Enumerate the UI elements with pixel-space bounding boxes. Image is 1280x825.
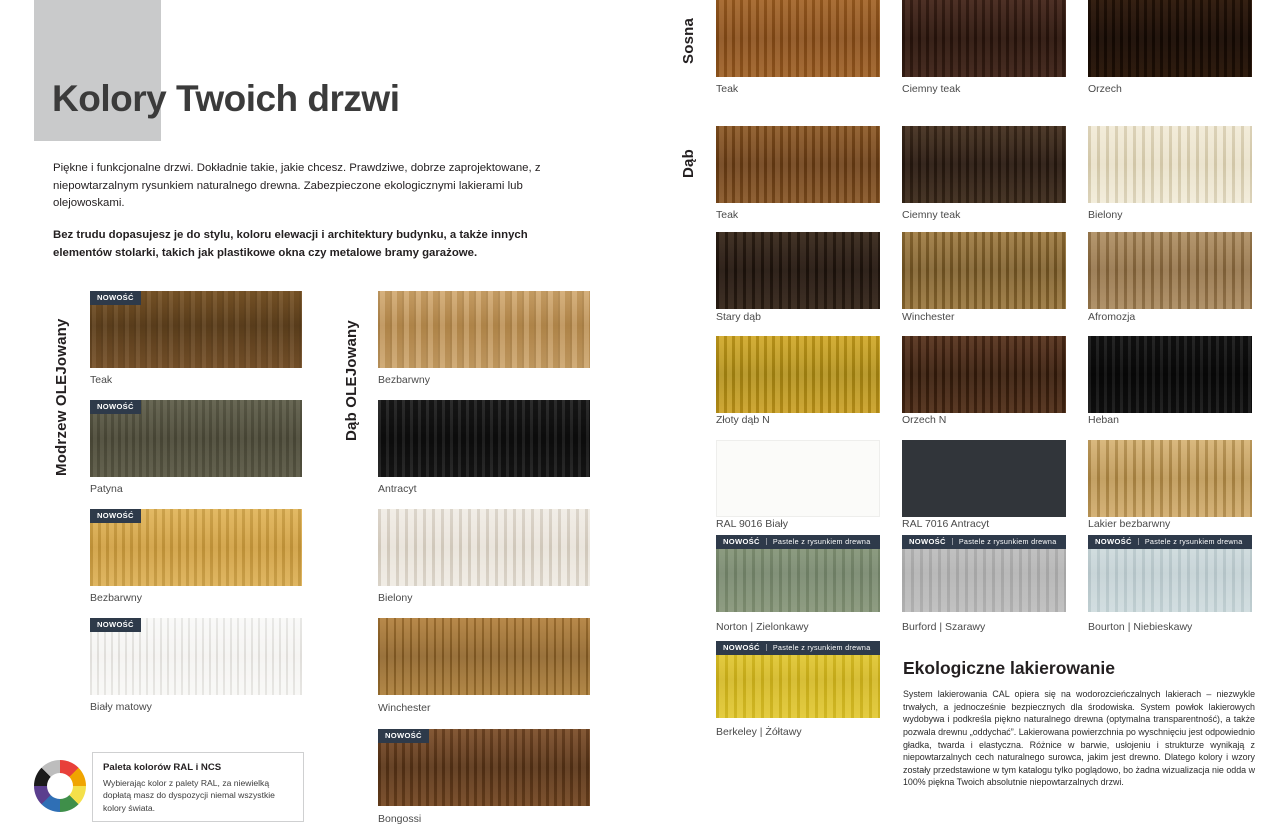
swatch-dab-ral-7016-antracyt[interactable] — [902, 440, 1066, 517]
swatch-caption: Burford | Szarawy — [902, 621, 986, 633]
swatch-dab-heban[interactable] — [1088, 336, 1252, 413]
swatch-caption: Bielony — [1088, 209, 1123, 221]
group-label-dab: Dąb — [680, 149, 697, 178]
swatch-caption: Orzech — [1088, 83, 1122, 95]
eco-section-body: System lakierowania CAL opiera się na wodorozcieńczalnych lakierach – niezwykle trwałych, a jednocześnie bezpiecznych dla środowiska. System powłok lakierowych wydobywa i podkreśla piękno naturalnego drewna (optymalna transparentność), a także pozwala drewnu „oddychać”. Lakierowana powierzchnia po wyschnięciu jest odpowiednio gładka, twarda i elastyczna. Różnice w barwie, usłojeniu i strukturze wynikają z niepowtarzalnych cech naturalnego surowca, jakim jest drewno. Dlatego kolory i wzory zostały przedstawione w tym katalogu tylko poglądowo, bo żadna wizualizacja nie odda w 100% piękna Twoich absolutnie niepowtarzalnych drzwi. — [903, 689, 1255, 788]
swatch-caption: Ciemny teak — [902, 83, 961, 95]
swatch-caption: Norton | Zielonkawy — [716, 621, 809, 633]
swatch-caption: Bezbarwny — [90, 592, 142, 604]
swatch-dabolej-bezbarwny[interactable] — [378, 291, 590, 368]
swatch-dabolej-winchester[interactable] — [378, 618, 590, 695]
swatch-dab-berkeley-zoltawy[interactable] — [716, 641, 880, 718]
swatch-caption: RAL 7016 Antracyt — [902, 518, 990, 530]
swatch-dab-bielony[interactable] — [1088, 126, 1252, 203]
swatch-caption: Bielony — [378, 592, 413, 604]
swatch-caption: Teak — [90, 374, 113, 386]
swatch-dab-bourton-niebieskawy[interactable] — [1088, 535, 1252, 612]
swatch-modrzew-bialy-matowy[interactable] — [90, 618, 302, 695]
swatch-caption: Afromozja — [1088, 311, 1136, 323]
swatch-caption: Biały matowy — [90, 701, 152, 713]
swatch-dab-teak[interactable] — [716, 126, 880, 203]
badge-nowosc: NOWOŚĆ — [90, 400, 141, 414]
swatch-caption: Złoty dąb N — [716, 414, 770, 426]
swatch-caption: Lakier bezbarwny — [1088, 518, 1171, 530]
swatch-dab-norton-zielonkawy[interactable] — [716, 535, 880, 612]
swatch-caption: RAL 9016 Biały — [716, 518, 788, 530]
group-label-modrzew-olejowany: Modrzew OLEJowany — [53, 318, 70, 476]
badge-pastel: NOWOŚĆ Pastele z rysunkiem drewna — [902, 535, 1066, 549]
swatch-caption: Bongossi — [378, 813, 422, 825]
ral-color-wheel-icon — [34, 760, 86, 812]
badge-nowosc: NOWOŚĆ — [90, 618, 141, 632]
intro-paragraph: Piękne i funkcjonalne drzwi. Dokładnie takie, jakie chcesz. Prawdziwe, dobrze zaprojektowane, z niepowtarzalnym rysunkiem naturalnego drewna. Zabezpieczone ekologicznymi lakierami lub olejowoskami. — [53, 162, 541, 210]
swatch-caption: Winchester — [378, 702, 431, 714]
badge-pastel: NOWOŚĆ Pastele z rysunkiem drewna — [716, 535, 880, 549]
swatch-dab-zloty-dab-n[interactable] — [716, 336, 880, 413]
badge-pastel: NOWOŚĆ Pastele z rysunkiem drewna — [1088, 535, 1252, 549]
swatch-dab-winchester[interactable] — [902, 232, 1066, 309]
ral-box-body: Wybierając kolor z palety RAL, za niewielką dopłatą masz do dyspozycji niemal wszystkie kolory świata. — [103, 778, 275, 813]
swatch-sosna-teak[interactable] — [716, 0, 880, 77]
group-label-dab-olejowany: Dąb OLEJowany — [343, 320, 360, 441]
swatch-dabolej-antracyt[interactable] — [378, 400, 590, 477]
swatch-caption: Bourton | Niebieskawy — [1088, 621, 1193, 633]
swatch-caption: Bezbarwny — [378, 374, 430, 386]
swatch-caption: Patyna — [90, 483, 123, 495]
badge-nowosc: NOWOŚĆ — [90, 291, 141, 305]
swatch-dab-lakier-bezbarwny[interactable] — [1088, 440, 1252, 517]
swatch-modrzew-bezbarwny[interactable] — [90, 509, 302, 586]
ral-palette-box[interactable] — [92, 752, 304, 822]
swatch-caption: Teak — [716, 83, 739, 95]
swatch-caption: Winchester — [902, 311, 955, 323]
page-title: Kolory Twoich drzwi — [52, 78, 400, 119]
swatch-caption: Ciemny teak — [902, 209, 961, 221]
swatch-caption: Teak — [716, 209, 739, 221]
swatch-dab-burford-szarawy[interactable] — [902, 535, 1066, 612]
swatch-dab-orzech-n[interactable] — [902, 336, 1066, 413]
group-label-sosna: Sosna — [680, 17, 697, 64]
swatch-caption: Orzech N — [902, 414, 947, 426]
swatch-dab-ciemny-teak[interactable] — [902, 126, 1066, 203]
swatch-sosna-orzech[interactable] — [1088, 0, 1252, 77]
swatch-modrzew-teak[interactable] — [90, 291, 302, 368]
swatch-dab-stary-dab[interactable] — [716, 232, 880, 309]
badge-nowosc: NOWOŚĆ — [90, 509, 141, 523]
swatch-caption: Heban — [1088, 414, 1119, 426]
intro-paragraph-bold: Bez trudu dopasujesz je do stylu, koloru elewacji i architektury budynku, a także innych elementów stolarki, takich jak plastikowe okna czy metalowe bramy garażowe. — [53, 229, 528, 259]
swatch-sosna-ciemny-teak[interactable] — [902, 0, 1066, 77]
swatch-caption: Antracyt — [378, 483, 417, 495]
swatch-caption: Stary dąb — [716, 311, 761, 323]
ral-box-title: Paleta kolorów RAL i NCS — [103, 762, 222, 773]
badge-pastel: NOWOŚĆ Pastele z rysunkiem drewna — [716, 641, 880, 655]
swatch-dabolej-bongossi[interactable] — [378, 729, 590, 806]
swatch-caption: Berkeley | Żółtawy — [716, 726, 802, 738]
eco-section-title: Ekologiczne lakierowanie — [903, 658, 1116, 678]
badge-nowosc: NOWOŚĆ — [378, 729, 429, 743]
swatch-modrzew-patyna[interactable] — [90, 400, 302, 477]
swatch-dab-ral-9016-bialy[interactable] — [716, 440, 880, 517]
swatch-dab-afromozja[interactable] — [1088, 232, 1252, 309]
swatch-dabolej-bielony[interactable] — [378, 509, 590, 586]
